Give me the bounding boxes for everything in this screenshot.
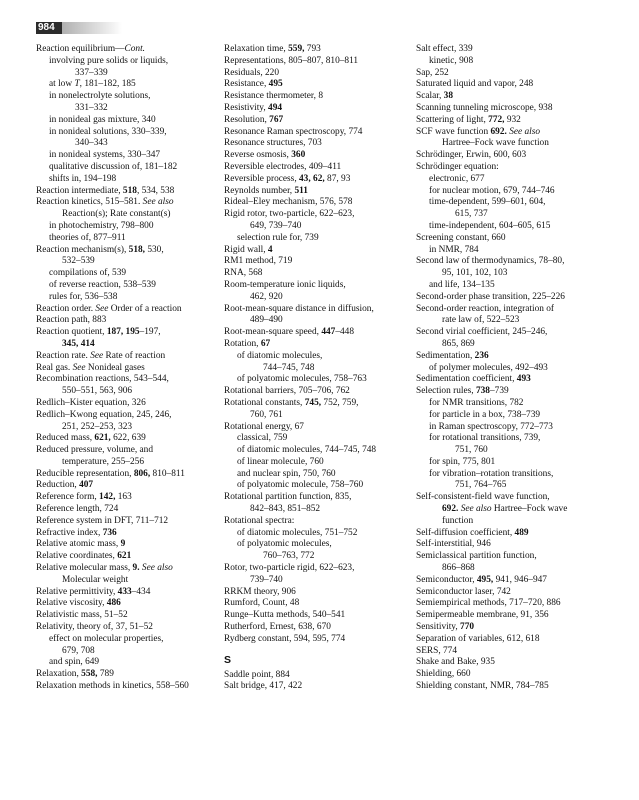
index-entry: Real gas. See Nonideal gases [36, 362, 145, 373]
index-subentry: 337–339 [75, 67, 108, 78]
index-entry: Reducible representation, 806, 810–811 [36, 468, 185, 479]
index-subentry: 842–843, 851–852 [250, 504, 321, 515]
index-entry: Root-mean-square speed, 447–448 [224, 327, 355, 338]
page-header [36, 22, 604, 34]
index-subentry: effect on molecular properties, [49, 633, 164, 644]
index-subentry: 751, 760 [455, 445, 488, 456]
index-entry: Reaction quotient, 187, 195–197, [36, 327, 161, 338]
index-entry: Reduction, 407 [36, 480, 94, 491]
index-subentry: for particle in a box, 738–739 [429, 409, 541, 420]
index-entry: Redlich–Kwong equation, 245, 246, [36, 409, 172, 420]
index-entry: Self-interstitial, 946 [416, 539, 491, 550]
index-entry: Semiconductor, 495, 941, 946–947 [416, 574, 547, 585]
index-subentry: and spin, 649 [49, 657, 100, 668]
index-subentry: of polyatomic molecule, 758–760 [237, 480, 364, 491]
index-entry: Reversible process, 43, 62, 87, 93 [224, 173, 351, 184]
index-subentry: of polyatomic molecules, [237, 539, 332, 550]
index-subentry: selection rule for, 739 [237, 232, 319, 243]
index-subentry: 865, 869 [442, 338, 475, 349]
index-entry: RM1 method, 719 [224, 256, 293, 267]
index-subentry: in photochemistry, 798–800 [49, 220, 154, 231]
index-entry: Resistance thermometer, 8 [224, 91, 323, 102]
index-entry: Sedimentation, 236 [416, 350, 489, 361]
index-subentry: of linear molecule, 760 [237, 456, 324, 467]
index-entry: Representations, 805–807, 810–811 [224, 55, 359, 66]
index-subentry: electronic, 677 [429, 173, 485, 184]
index-subentry: shifts in, 194–198 [49, 173, 117, 184]
index-entry: Relativity, theory of, 37, 51–52 [36, 622, 153, 633]
index-subentry: of diatomic molecules, 751–752 [237, 527, 358, 538]
index-entry: Reversible electrodes, 409–411 [224, 161, 342, 172]
index-subentry: 679, 708 [62, 645, 95, 656]
index-entry: Reverse osmosis, 360 [224, 150, 306, 161]
index-entry: Rotational energy, 67 [224, 421, 304, 432]
section-gap [224, 646, 410, 654]
index-entry: Saddle point, 884 [224, 669, 290, 680]
index-subentry: 760, 761 [250, 409, 283, 420]
index-subentry: for nuclear motion, 679, 744–746 [429, 185, 555, 196]
index-subentry: Hartree–Fock wave function [442, 138, 549, 149]
index-entry: Scattering of light, 772, 932 [416, 114, 521, 125]
index-subentry: 95, 101, 102, 103 [442, 268, 508, 279]
index-subentry: function [442, 515, 474, 526]
index-entry: SCF wave function 692. See also [416, 126, 541, 137]
index-entry: Shake and Bake, 935 [416, 657, 495, 668]
section-letter-heading: S [224, 653, 232, 666]
index-subentry: in Raman spectroscopy, 772–773 [429, 421, 553, 432]
index-entry: Rotational spectra: [224, 515, 295, 526]
index-entry: Residuals, 220 [224, 67, 280, 78]
index-subentry: in nonideal gas mixture, 340 [49, 114, 156, 125]
index-entry: Self-diffusion coefficient, 489 [416, 527, 529, 538]
index-entry: Reduced pressure, volume, and [36, 445, 154, 456]
index-subentry: compilations of, 539 [49, 268, 127, 279]
page-number: 984 [36, 22, 62, 34]
index-entry: Semipermeable membrane, 91, 356 [416, 610, 549, 621]
index-entry: Screening constant, 660 [416, 232, 506, 243]
index-entry: Rotational barriers, 705–706, 762 [224, 386, 350, 397]
index-entry: Shielding, 660 [416, 669, 471, 680]
index-subentry: temperature, 255–256 [62, 456, 144, 467]
index-entry: Reaction equilibrium—Cont. [36, 44, 146, 54]
index-subentry: 489–490 [250, 315, 283, 326]
index-entry: Resistivity, 494 [224, 102, 283, 113]
index-entry: Second virial coefficient, 245–246, [416, 327, 548, 338]
index-entry: Resonance Raman spectroscopy, 774 [224, 126, 363, 137]
index-column-1 [36, 44, 218, 693]
index-entry: Rutherford, Ernest, 638, 670 [224, 622, 331, 633]
index-entry: Reduced mass, 621, 622, 639 [36, 433, 146, 444]
index-entry: Sap, 252 [416, 67, 449, 78]
index-subentry: 340–343 [75, 138, 108, 149]
index-subentry: 345, 414 [62, 338, 95, 349]
index-entry: Resonance structures, 703 [224, 138, 322, 149]
index-entry: Rumford, Count, 48 [224, 598, 300, 609]
index-entry: Rotational constants, 745, 752, 759, [224, 397, 359, 408]
index-subentry: for vibration–rotation transitions, [429, 468, 554, 479]
index-subentry: 866–868 [442, 563, 475, 574]
index-entry: Semiempirical methods, 717–720, 886 [416, 598, 561, 609]
index-entry: Resolution, 767 [224, 114, 284, 125]
index-entry: Scanning tunneling microscope, 938 [416, 102, 553, 113]
index-subentry: for rotational transitions, 739, [429, 433, 541, 444]
index-entry: Scalar, 38 [416, 91, 453, 102]
index-subentry: theories of, 877–911 [49, 232, 126, 243]
index-entry: Reaction rate. See Rate of reaction [36, 350, 166, 361]
index-entry: Salt bridge, 417, 422 [224, 681, 303, 692]
index-entry: Recombination reactions, 543–544, [36, 374, 169, 385]
index-column-2 [224, 44, 410, 693]
index-entry: Separation of variables, 612, 618 [416, 633, 540, 644]
index-entry: Redlich–Kister equation, 326 [36, 397, 146, 408]
index-entry: Relaxation time, 559, 793 [224, 44, 321, 54]
index-entry: Shielding constant, NMR, 784–785 [416, 681, 549, 692]
index-subentry: Reaction(s); Rate constant(s) [62, 209, 171, 220]
index-subentry: of polyatomic molecules, 758–763 [237, 374, 367, 385]
index-subentry: 615, 737 [455, 209, 488, 220]
index-entry: Rotational partition function, 835, [224, 492, 352, 503]
index-subentry: of diatomic molecules, [237, 350, 323, 361]
index-subentry: classical, 759 [237, 433, 288, 444]
index-entry: Second-order reaction, integration of [416, 303, 555, 314]
index-subentry: for NMR transitions, 782 [429, 397, 524, 408]
index-entry: RRKM theory, 906 [224, 586, 296, 597]
index-entry: Reference length, 724 [36, 504, 119, 515]
index-entry: Root-mean-square distance in diffusion, [224, 303, 374, 314]
index-subentry: at low T, 181–182, 185 [49, 79, 136, 90]
index-subentry: 550–551, 563, 906 [62, 386, 133, 397]
index-entry: Schrödinger equation: [416, 161, 499, 172]
index-entry: Self-consistent-field wave function, [416, 492, 550, 503]
index-entry: Relative molecular mass, 9. See also [36, 563, 173, 574]
index-subentry: 760–763, 772 [263, 551, 315, 562]
index-entry: Reaction kinetics, 515–581. See also [36, 197, 174, 208]
index-entry: Room-temperature ionic liquids, [224, 279, 346, 290]
index-entry: Semiconductor laser, 742 [416, 586, 511, 597]
index-subentry: 649, 739–740 [250, 220, 302, 231]
index-entry: Rotor, two-particle rigid, 622–623, [224, 563, 355, 574]
index-subentry: in nonideal solutions, 330–339, [49, 126, 167, 137]
index-subentry: rules for, 536–538 [49, 291, 118, 302]
index-entry: Runge–Kutta methods, 540–541 [224, 610, 346, 621]
index-entry: Sedimentation coefficient, 493 [416, 374, 531, 385]
index-subentry: in NMR, 784 [429, 244, 479, 255]
index-entry: Reaction mechanism(s), 518, 530, [36, 244, 164, 255]
index-subentry: of diatomic molecules, 744–745, 748 [237, 445, 377, 456]
index-entry: Second-order phase transition, 225–226 [416, 291, 565, 302]
index-subentry: for spin, 775, 801 [429, 456, 496, 467]
index-entry: Sensitivity, 770 [416, 622, 475, 633]
index-entry: Reaction path, 883 [36, 315, 107, 326]
index-subentry: time-independent, 604–605, 615 [429, 220, 551, 231]
index-subentry: rate law of, 522–523 [442, 315, 520, 326]
index-subentry: 751, 764–765 [455, 480, 507, 491]
index-column-3 [416, 44, 606, 693]
index-subentry: involving pure solids or liquids, [49, 55, 169, 66]
index-entry: Relative permittivity, 433–434 [36, 586, 151, 597]
index-entry: Selection rules, 738–739 [416, 386, 509, 397]
index-subentry: 744–745, 748 [263, 362, 315, 373]
index-entry: Schrödinger, Erwin, 600, 603 [416, 150, 527, 161]
index-subentry: 462, 920 [250, 291, 283, 302]
index-subentry: in nonelectrolyte solutions, [49, 91, 151, 102]
index-entry: Semiclassical partition function, [416, 551, 537, 562]
index-subentry: time-dependent, 599–601, 604, [429, 197, 546, 208]
index-entry: Relative atomic mass, 9 [36, 539, 126, 550]
index-subentry: 532–539 [62, 256, 95, 267]
index-subentry: Molecular weight [62, 574, 129, 585]
index-entry: Reference form, 142, 163 [36, 492, 132, 503]
index-entry: Salt effect, 339 [416, 44, 473, 54]
index-subentry: and nuclear spin, 750, 760 [237, 468, 336, 479]
index-subentry: in nonideal systems, 330–347 [49, 150, 161, 161]
index-entry: Rydberg constant, 594, 595, 774 [224, 633, 346, 644]
index-entry: Rigid wall, 4 [224, 244, 273, 255]
index-entry: Resistance, 495 [224, 79, 283, 90]
index-entry: Relative viscosity, 486 [36, 598, 121, 609]
index-entry: Reynolds number, 511 [224, 185, 308, 196]
index-entry: Refractive index, 736 [36, 527, 117, 538]
index-entry: SERS, 774 [416, 645, 458, 656]
index-entry: Reference system in DFT, 711–712 [36, 515, 169, 526]
index-entry: Reaction intermediate, 518, 534, 538 [36, 185, 175, 196]
index-subentry: of reverse reaction, 538–539 [49, 279, 156, 290]
index-entry: Rigid rotor, two-particle, 622–623, [224, 209, 355, 220]
index-subentry: and life, 134–135 [429, 279, 495, 290]
index-entry: Second law of thermodynamics, 78–80, [416, 256, 565, 267]
header-gradient-bar [62, 22, 122, 34]
index-subentry: 251, 252–253, 323 [62, 421, 133, 432]
index-entry: Rideal–Eley mechanism, 576, 578 [224, 197, 353, 208]
index-entry: Relativistic mass, 51–52 [36, 610, 128, 621]
index-subentry: 739–740 [250, 574, 283, 585]
index-entry: Reaction order. See Order of a reaction [36, 303, 182, 314]
index-entry: Relaxation methods in kinetics, 558–560 [36, 681, 189, 692]
index-subentry: kinetic, 908 [429, 55, 474, 66]
index-subentry: qualitative discussion of, 181–182 [49, 161, 178, 172]
index-entry: Relative coordinates, 621 [36, 551, 132, 562]
index-entry: RNA, 568 [224, 268, 263, 279]
index-entry: Rotation, 67 [224, 338, 271, 349]
index-entry: Relaxation, 558, 789 [36, 669, 114, 680]
index-subentry: of polymer molecules, 492–493 [429, 362, 548, 373]
index-subentry: 331–332 [75, 102, 108, 113]
index-subentry: 692. See also Hartree–Fock wave [442, 504, 568, 515]
index-entry: Saturated liquid and vapor, 248 [416, 79, 534, 90]
